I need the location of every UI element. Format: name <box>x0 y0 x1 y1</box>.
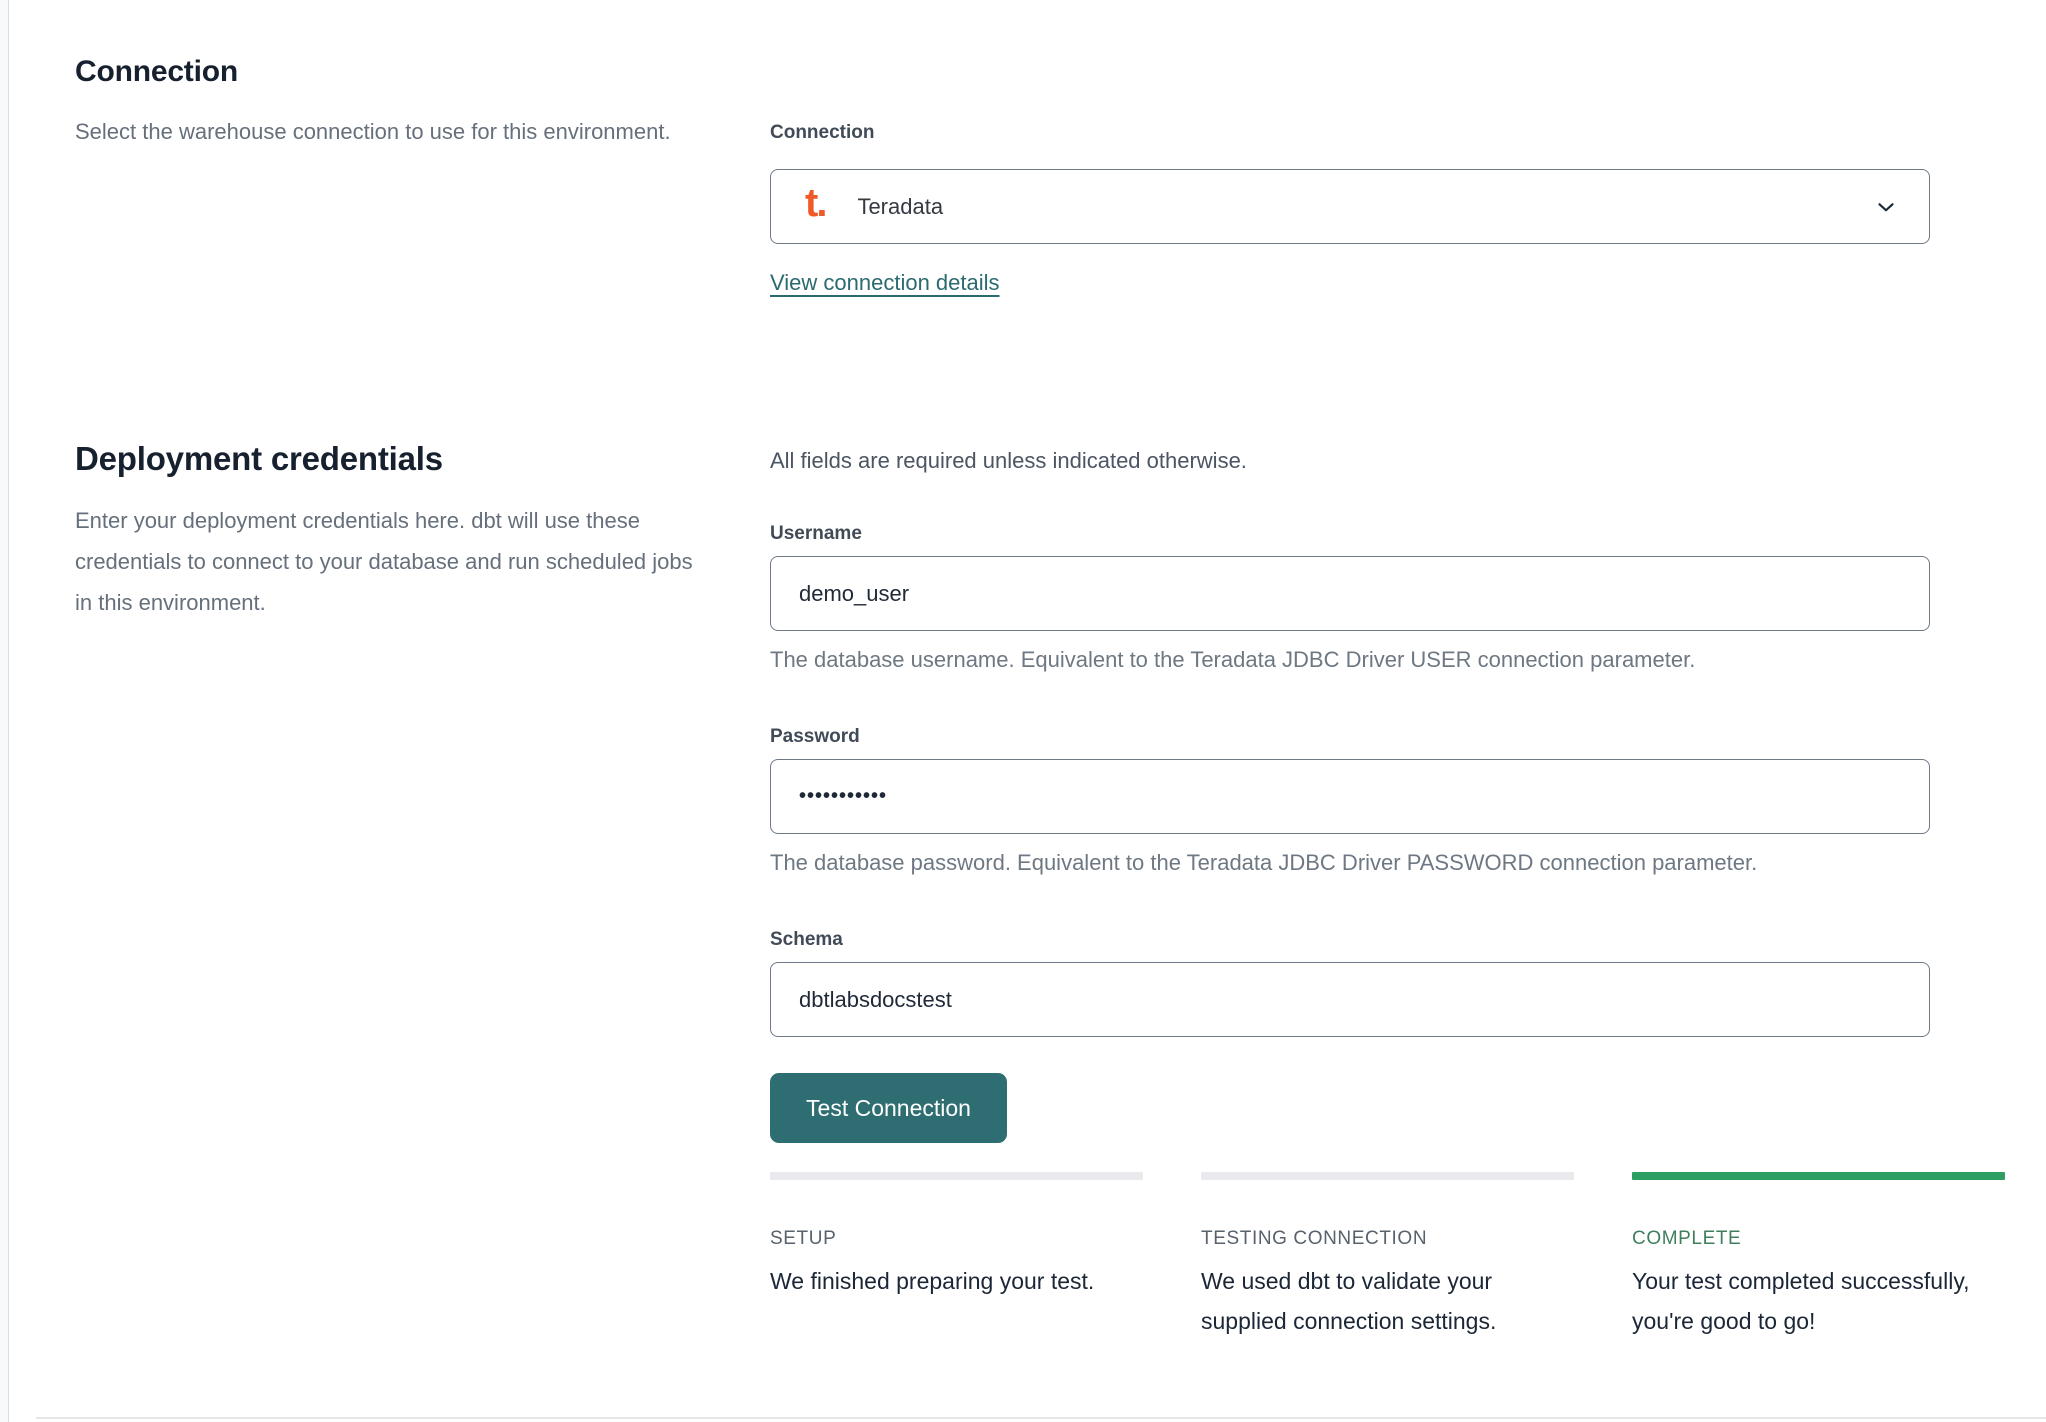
page-left-gutter <box>0 0 9 1422</box>
schema-input[interactable] <box>770 962 1930 1037</box>
step-complete-progress-bar <box>1632 1172 2005 1180</box>
step-complete <box>1632 1172 2005 1341</box>
password-input[interactable] <box>770 759 1930 834</box>
credentials-section-intro <box>75 440 720 1341</box>
step-complete-label: COMPLETE <box>1632 1228 1742 1249</box>
password-field-label: Password <box>770 726 860 747</box>
connection-select-value: Teradata <box>857 193 944 219</box>
password-field-group <box>770 725 2005 878</box>
credentials-section-description: Enter your deployment credentials here. dbt will use these credentials to connect to your database and run scheduled jobs in this environment. <box>75 508 693 615</box>
connection-section-form <box>770 55 2005 300</box>
connection-section-intro <box>75 55 720 300</box>
username-field-label: Username <box>770 523 862 544</box>
schema-field-label: Schema <box>770 929 843 950</box>
step-setup <box>770 1172 1143 1341</box>
credentials-form <box>770 440 2005 1341</box>
connection-section <box>75 55 2005 300</box>
teradata-logo-icon: t. <box>805 180 826 225</box>
test-connection-button[interactable]: Test Connection <box>770 1073 1007 1143</box>
password-help-text: The database password. Equivalent to the Teradata JDBC Driver PASSWORD connection parameter. <box>770 850 1758 875</box>
username-help-text: The database username. Equivalent to the Teradata JDBC Driver USER connection parameter. <box>770 647 1696 672</box>
credentials-section-title: Deployment credentials <box>75 440 443 477</box>
connection-select[interactable] <box>770 169 1930 244</box>
environment-settings-panel <box>75 55 2005 1341</box>
username-input[interactable] <box>770 556 1930 631</box>
connection-test-steps <box>770 1172 2005 1341</box>
view-connection-details-link[interactable]: View connection details <box>770 270 1000 295</box>
step-testing-text: We used dbt to validate your supplied connection settings. <box>1201 1268 1497 1334</box>
bottom-divider <box>36 1417 2046 1419</box>
required-fields-note: All fields are required unless indicated otherwise. <box>770 448 1247 473</box>
step-setup-text: We finished preparing your test. <box>770 1268 1095 1294</box>
deployment-credentials-section <box>75 440 2005 1341</box>
username-field-group <box>770 522 2005 675</box>
schema-field-group <box>770 928 2005 1037</box>
connection-section-title: Connection <box>75 55 238 88</box>
step-testing-connection <box>1201 1172 1574 1341</box>
step-setup-progress-bar <box>770 1172 1143 1180</box>
connection-field-label: Connection <box>770 122 875 143</box>
step-testing-label: TESTING CONNECTION <box>1201 1228 1428 1249</box>
chevron-down-icon <box>1873 194 1899 220</box>
step-complete-text: Your test completed successfully, you're good to go! <box>1632 1268 1970 1334</box>
step-setup-label: SETUP <box>770 1228 837 1249</box>
connection-section-description: Select the warehouse connection to use for this environment. <box>75 119 671 144</box>
step-testing-progress-bar <box>1201 1172 1574 1180</box>
